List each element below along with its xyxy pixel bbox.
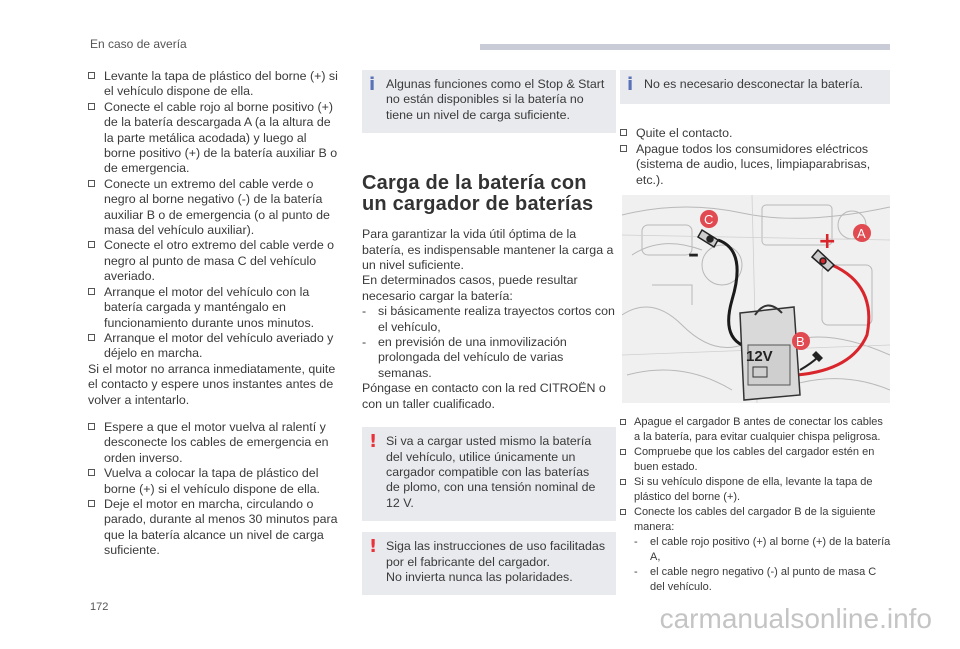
checkbox-bullet-icon (620, 449, 626, 455)
warning-note: ! Siga las instrucciones de uso facilitadas por el fabricante del cargador. No invierta nunca las polaridades. (362, 532, 616, 595)
cases-intro: En determinados casos, puede resultar necesario cargar la batería: (362, 273, 578, 303)
checkbox-bullet-icon (88, 180, 95, 187)
preparation-steps (620, 126, 892, 188)
checkbox-bullet-icon (88, 72, 95, 79)
list-item: Compruebe que los cables del cargador estén en buen estado. (620, 445, 892, 475)
list-item: Si su vehículo dispone de ella, levante la tapa de plástico del borne (+). (620, 475, 892, 505)
battery-charger-illustration (622, 195, 890, 403)
checkbox-bullet-icon (88, 423, 95, 430)
column-3 (620, 70, 892, 188)
section-heading: Carga de la batería con un cargador de baterías (362, 172, 594, 216)
retry-paragraph: Si el motor no arranca inmediatamente, quite el contacto y espere unos instantes antes de volver a intentarlo. (88, 361, 336, 407)
checkbox-bullet-icon (88, 469, 95, 476)
list-item: Espere a que el motor vuelva al ralentí y desconecte los cables de emergencia en orden inverso. (88, 420, 340, 466)
info-icon: i (627, 74, 634, 95)
warning-icon: ! (369, 536, 378, 558)
svg-text:A: A (857, 226, 866, 241)
cable-sub-steps (620, 535, 892, 595)
list-item: Conecte el cable rojo al borne positivo (+) de la batería descargada A (a la altura de la parte metálica acodada) y luego al borne positivo (+) de la batería auxiliar B o de emergencia. (88, 100, 340, 177)
list-item: Arranque el motor del vehículo con la batería cargada y manténgalo en funcionamiento durante unos minutos. (88, 285, 340, 331)
info-note: i No es necesario desconectar la batería. (620, 70, 890, 104)
info-note: i Algunas funciones como el Stop & Start no están disponibles si la batería no tiene un nivel de carga suficiente. (362, 70, 616, 133)
list-item: Conecte un extremo del cable verde o negro al borne negativo (-) de la batería auxiliar B o de emergencia (o al punto de masa del vehículo auxiliar). (88, 177, 340, 239)
list-item: - el cable rojo positivo (+) al borne (+) de la batería A, (634, 536, 891, 563)
checkbox-bullet-icon (620, 145, 627, 152)
list-item: Deje el motor en marcha, circulando o parado, durante al menos 30 minutos para que la batería alcance un nivel de carga suficiente. (88, 497, 340, 559)
list-item: Apague el cargador B antes de conectar los cables a la batería, para evitar cualquier chispa peligrosa. (620, 415, 892, 445)
warning-icon: ! (369, 431, 378, 453)
checkbox-bullet-icon (88, 288, 95, 295)
column-2 (362, 70, 616, 595)
section-header: En caso de avería (90, 37, 187, 51)
list-item: - si básicamente realiza trayectos cortos con el vehículo, (362, 304, 615, 334)
info-icon: i (369, 74, 376, 95)
checkbox-bullet-icon (88, 500, 95, 507)
list-item: - en previsión de una inmovilización prolongada del vehículo de varias semanas. (362, 335, 567, 380)
list-item: Conecte los cables del cargador B de la siguiente manera: (620, 505, 892, 535)
list-item: - el cable negro negativo (-) al punto de masa C del vehículo. (634, 566, 877, 593)
header-bar (480, 44, 890, 50)
svg-text:+: + (818, 229, 837, 254)
list-item: Levante la tapa de plástico del borne (+) si el vehículo dispone de ella. (88, 69, 340, 100)
watermark: carmanualsonline.info (659, 603, 932, 634)
engine-bay-drawing (622, 195, 890, 403)
intro-paragraph: Para garantizar la vida útil óptima de la batería, es indispensable mantener la carga a un nivel suficiente. (362, 227, 614, 273)
column-1 (88, 69, 340, 559)
list-item: Vuelva a colocar la tapa de plástico del borne (+) si el vehículo dispone de ella. (88, 466, 340, 497)
charger-steps (620, 415, 892, 595)
svg-text:–: – (688, 242, 699, 267)
svg-text:12V: 12V (746, 348, 773, 365)
checkbox-bullet-icon (88, 334, 95, 341)
contact-paragraph: Póngase en contacto con la red CITROËN o con un taller cualificado. (362, 381, 606, 411)
jump-start-steps (88, 69, 340, 362)
warning-note: ! Si va a cargar usted mismo la batería del vehículo, utilice únicamente un cargador compatible con las baterías de plomo, con una tensión nominal de 12 V. (362, 427, 616, 521)
list-item: Quite el contacto. (620, 126, 892, 141)
list-item: Apague todos los consumidores eléctricos (sistema de audio, luces, limpiaparabrisas, etc.). (620, 142, 892, 188)
list-item: Conecte el otro extremo del cable verde o negro al punto de masa C del vehículo averiado. (88, 238, 340, 284)
svg-text:B: B (796, 334, 805, 349)
svg-text:C: C (704, 212, 714, 227)
checkbox-bullet-icon (88, 103, 95, 110)
checkbox-bullet-icon (88, 241, 95, 248)
checkbox-bullet-icon (620, 419, 626, 425)
cases-list (362, 304, 616, 381)
checkbox-bullet-icon (620, 509, 626, 515)
checkbox-bullet-icon (620, 129, 627, 136)
page-number: 172 (90, 601, 109, 613)
after-start-steps (88, 420, 340, 559)
checkbox-bullet-icon (620, 479, 626, 485)
list-item: Arranque el motor del vehículo averiado y déjelo en marcha. (88, 331, 340, 362)
